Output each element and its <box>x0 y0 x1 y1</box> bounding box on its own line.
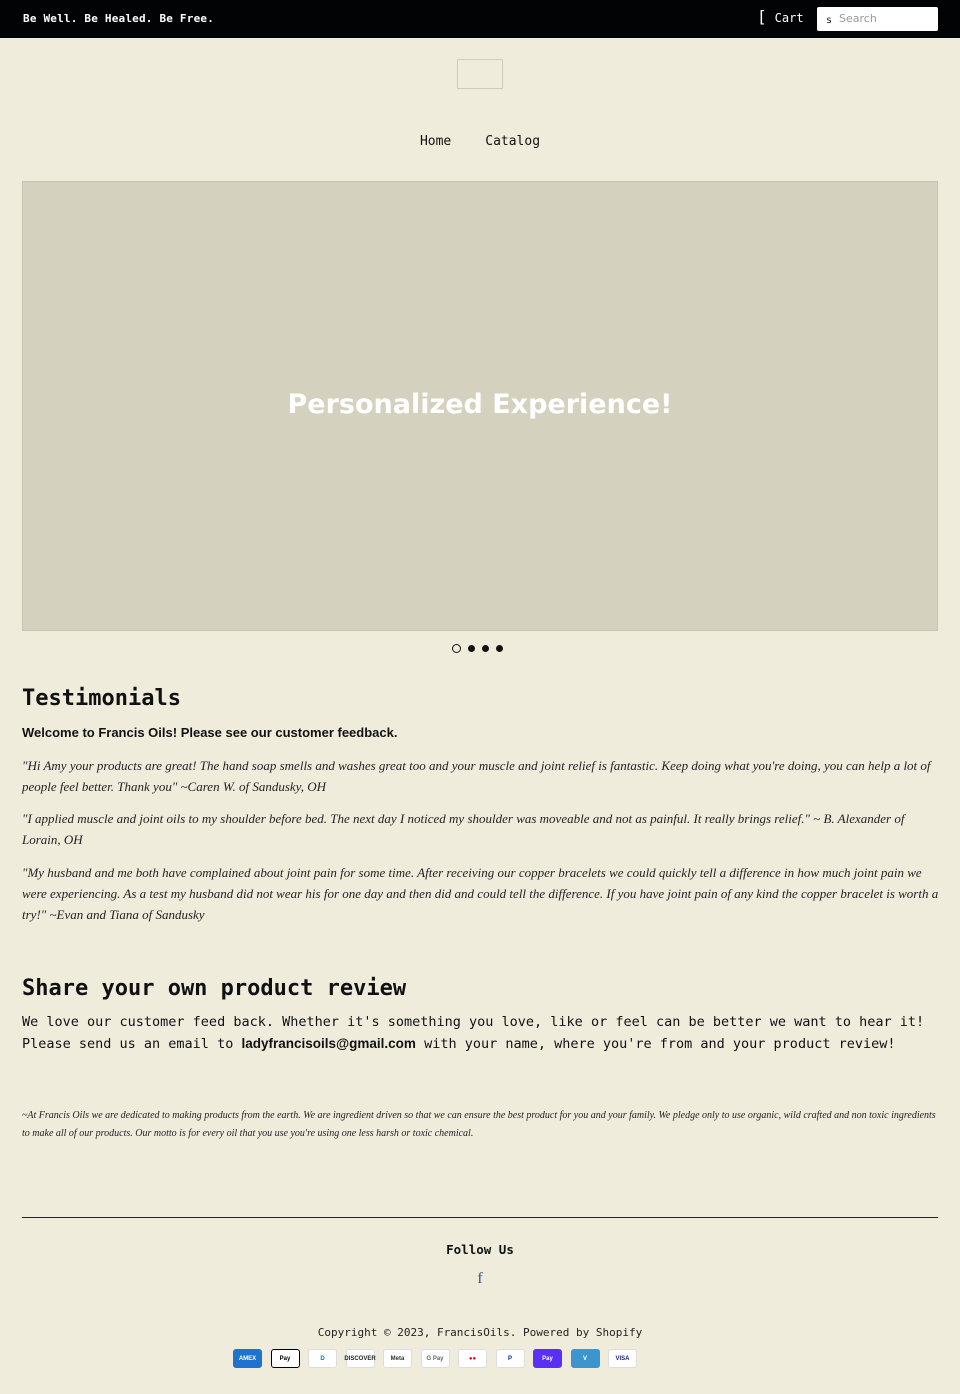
tagline: Be Well. Be Healed. Be Free. <box>23 12 215 25</box>
venmo-icon: V <box>571 1349 600 1368</box>
slide-dot[interactable] <box>452 644 461 653</box>
diners-club-icon: D <box>308 1349 337 1368</box>
search-icon[interactable]: s <box>826 15 833 26</box>
share-review-heading: Share your own product review <box>22 976 407 1001</box>
welcome-text: Welcome to Francis Oils! Please see our customer feedback. <box>22 725 398 740</box>
slide-dot[interactable] <box>482 645 489 652</box>
mission-statement: ~At Francis Oils we are dedicated to making products from the earth. We are ingredient driven so that we can ensure the best product for you and your family. We pledge only to use organic, wild crafted and non toxic ingredients to make all of our products. Our motto is for every oil that you use you're using one less harsh or toxic chemical. <box>22 1110 936 1139</box>
share-text-before: We love our customer feed back. Whether it's something you love, like or feel can be better we want to hear it! Please send us an email to <box>22 1014 925 1052</box>
site-logo[interactable] <box>457 59 503 89</box>
testimonial-quote: "I applied muscle and joint oils to my shoulder before bed. The next day I noticed my shoulder was moveable and not as painful. It really brings relief." ~ B. Alexander of Lorain, OH <box>22 811 905 847</box>
apple-pay-icon: Pay <box>271 1349 300 1368</box>
share-review-text <box>22 1012 940 1055</box>
slideshow-dots <box>452 644 503 653</box>
mastercard-icon: ●● <box>458 1349 487 1368</box>
slide-dot[interactable] <box>468 645 475 652</box>
hero-slideshow[interactable] <box>22 181 938 631</box>
main-nav <box>0 134 960 149</box>
footer-divider <box>22 1217 938 1218</box>
follow-us-heading: Follow Us <box>446 1242 514 1257</box>
testimonials-heading: Testimonials <box>22 686 181 711</box>
slide-dot[interactable] <box>496 645 503 652</box>
amex-icon: AMEX <box>233 1349 262 1368</box>
cart-label: Cart <box>774 11 804 25</box>
nav-item-home[interactable]: Home <box>419 134 452 149</box>
visa-icon: VISA <box>608 1349 637 1368</box>
contact-email[interactable]: ladyfrancisoils@gmail.com <box>241 1036 416 1051</box>
cart-link[interactable] <box>757 7 804 26</box>
search-input[interactable] <box>839 10 933 27</box>
paypal-icon: P <box>496 1349 525 1368</box>
google-pay-icon: G Pay <box>421 1349 450 1368</box>
testimonial-quote: "My husband and me both have complained about joint pain for some time. After receiving our copper bracelets we could quickly tell a difference in how much joint pain we were experiencing. As a test my husband did not wear his for one day and then did and could tell the difference. If you have joint pain of any kind the copper bracelet is worth a try!" ~Evan and Tiana of Sandusky <box>22 865 939 922</box>
cart-icon: [ <box>757 7 767 26</box>
hero-title: Personalized Experience! <box>287 389 673 420</box>
testimonial-quote: "Hi Amy your products are great! The hand soap smells and washes great too and your muscle and joint relief is fantastic. Keep doing what you're doing, you can help a lot of people feel better. Thank you" ~Caren W. of Sandusky, OH <box>22 758 931 794</box>
search-box <box>817 7 938 31</box>
discover-icon: DISCOVER <box>346 1349 375 1368</box>
copyright-text: Copyright © 2023, FrancisOils. Powered by Shopify <box>317 1326 643 1339</box>
nav-item-catalog[interactable]: Catalog <box>485 134 541 149</box>
top-bar <box>0 0 960 38</box>
meta-pay-icon: Meta <box>383 1349 412 1368</box>
facebook-icon[interactable]: f <box>477 1270 483 1287</box>
payment-icons <box>233 1349 637 1368</box>
share-text-after: with your name, where you're from and your product review! <box>415 1036 896 1052</box>
shop-pay-icon: Pay <box>533 1349 562 1368</box>
